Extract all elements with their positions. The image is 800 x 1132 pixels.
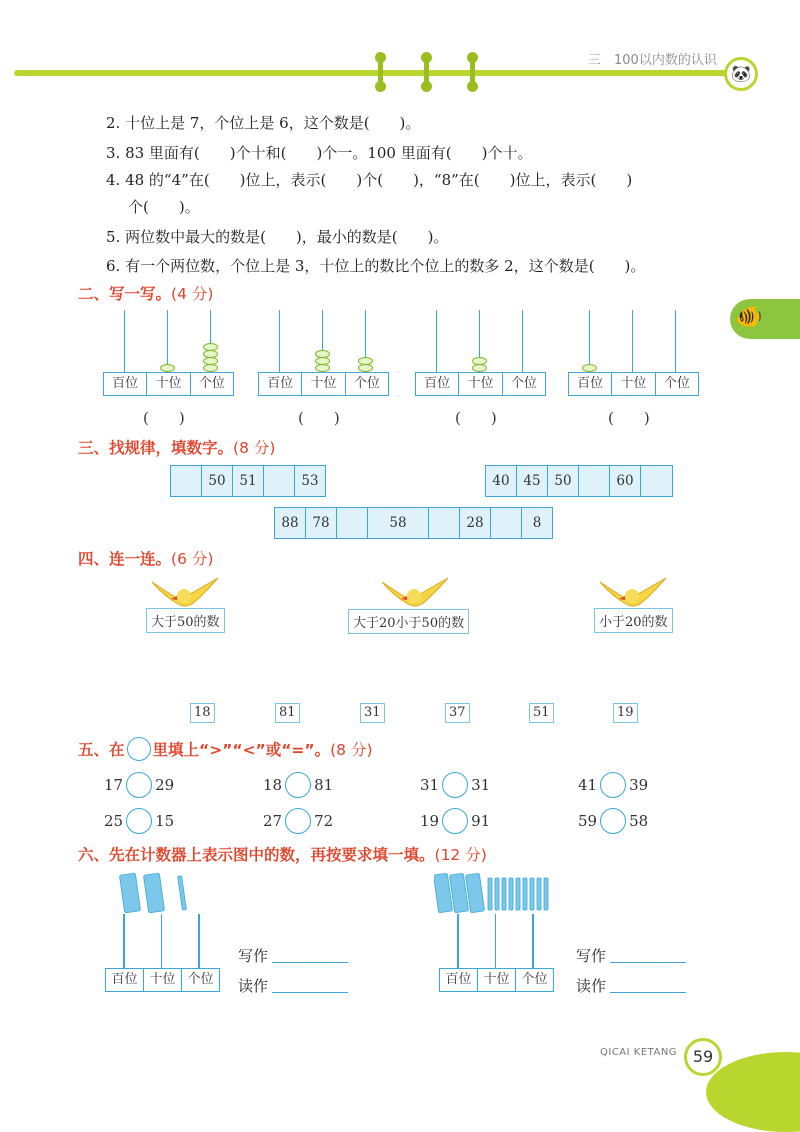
compare-left-number: 19	[420, 812, 440, 830]
bird-icon	[380, 574, 450, 614]
abacus-bead	[160, 364, 175, 372]
number-strip-b	[485, 465, 673, 497]
compare-left-number: 17	[104, 776, 124, 794]
compare-circle[interactable]	[442, 808, 468, 834]
abacus-bead	[315, 350, 330, 358]
link-number[interactable]: 51	[529, 703, 554, 723]
compare-circle[interactable]	[600, 808, 626, 834]
read-answer-line[interactable]	[272, 992, 348, 993]
write-answer-line[interactable]	[610, 962, 686, 963]
place-value-label: 十位	[144, 969, 182, 991]
place-value-label: 百位	[104, 373, 147, 395]
compare-right-number: 81	[314, 776, 334, 794]
compare-left-number: 59	[578, 812, 598, 830]
compare-right-number: 58	[629, 812, 649, 830]
comparison-item	[420, 772, 490, 798]
strip-cell: 50	[548, 466, 579, 496]
compare-circle[interactable]	[442, 772, 468, 798]
header-pin-icon	[470, 58, 475, 86]
place-value-box	[415, 372, 546, 396]
answer-paren[interactable]: ( )	[298, 409, 340, 427]
place-value-label: 个位	[663, 376, 690, 391]
compare-right-number: 72	[314, 812, 334, 830]
place-value-label: 十位	[302, 373, 345, 395]
answer-paren[interactable]: ( )	[143, 409, 185, 427]
strip-cell: 45	[517, 466, 548, 496]
place-value-label: 百位	[416, 373, 459, 395]
place-value-label: 个位	[521, 972, 548, 987]
answer-paren[interactable]: ( )	[608, 409, 650, 427]
section-4-title: 四、连一连。(6 分)	[78, 550, 214, 568]
place-value-label: 百位	[259, 373, 302, 395]
bird-label-20-50[interactable]: 大于20小于50的数	[348, 609, 469, 634]
abacus-bead	[315, 357, 330, 365]
strip-cell: 28	[460, 508, 491, 538]
place-value-label: 百位	[440, 969, 478, 991]
abacus-rod	[522, 310, 524, 372]
strip-cell[interactable]	[579, 466, 610, 496]
abacus-rod[interactable]	[198, 914, 200, 968]
fish-icon: 🐠	[735, 305, 763, 330]
strip-cell: 50	[202, 466, 233, 496]
compare-right-number: 31	[471, 776, 491, 794]
abacus-bead	[358, 357, 373, 365]
compare-right-number: 39	[629, 776, 649, 794]
abacus-rod[interactable]	[123, 914, 125, 968]
compare-right-number: 15	[155, 812, 175, 830]
abacus-bead	[315, 364, 330, 372]
strip-cell: 40	[486, 466, 517, 496]
number-strip-c	[274, 507, 553, 539]
question-5: 5. 两位数中最大的数是( )，最小的数是( )。	[106, 228, 449, 246]
place-value-label: 十位	[147, 373, 190, 395]
abacus-rod	[589, 310, 591, 372]
place-value-label: 个位	[198, 376, 225, 391]
write-answer-line[interactable]	[272, 962, 348, 963]
question-6: 6. 有一个两位数，个位上是 3，十位上的数比个位上的数多 2，这个数是( )。	[106, 257, 646, 275]
strip-cell: 58	[368, 508, 429, 538]
strip-cell[interactable]	[337, 508, 368, 538]
compare-circle[interactable]	[285, 808, 311, 834]
strip-cell[interactable]	[429, 508, 460, 538]
abacus-bead	[203, 364, 218, 372]
compare-circle[interactable]	[126, 772, 152, 798]
compare-circle[interactable]	[285, 772, 311, 798]
compare-left-number: 31	[420, 776, 440, 794]
strip-cell[interactable]	[491, 508, 522, 538]
place-value-label: 个位	[510, 376, 537, 391]
place-value-box	[103, 372, 234, 396]
compare-circle[interactable]	[600, 772, 626, 798]
comparison-item	[104, 808, 174, 834]
header-pin-icon	[424, 58, 429, 86]
abacus-bead	[203, 357, 218, 365]
compare-left-number: 41	[578, 776, 598, 794]
comparison-item	[263, 772, 333, 798]
question-3: 3. 83 里面有( )个十和( )个一。100 里面有( )个十。	[106, 144, 533, 162]
read-answer-line[interactable]	[610, 992, 686, 993]
place-value-box	[105, 968, 220, 992]
place-value-label: 十位	[612, 373, 655, 395]
write-label: 写作	[576, 947, 607, 965]
strip-cell: 60	[610, 466, 641, 496]
strip-cell: 78	[306, 508, 337, 538]
link-number[interactable]: 31	[360, 703, 385, 723]
place-value-label: 个位	[353, 376, 380, 391]
compare-left-number: 27	[263, 812, 283, 830]
question-4: 4. 48 的“4”在( )位上，表示( )个( )，“8”在( )位上，表示( )	[106, 171, 633, 189]
abacus-bead	[203, 350, 218, 358]
section-2-title: 二、写一写。(4 分)	[78, 285, 214, 303]
abacus-rod	[167, 310, 169, 372]
compare-left-number: 18	[263, 776, 283, 794]
link-number[interactable]: 19	[613, 703, 638, 723]
compare-circle[interactable]	[126, 808, 152, 834]
comparison-item	[578, 772, 648, 798]
abacus-rod[interactable]	[161, 914, 163, 968]
header-pin-icon	[378, 58, 383, 86]
comparison-item	[578, 808, 648, 834]
abacus-rod	[632, 310, 634, 372]
write-label: 写作	[238, 947, 269, 965]
abacus-rod	[675, 310, 677, 372]
strip-cell: 88	[275, 508, 306, 538]
compare-right-number: 29	[155, 776, 175, 794]
stick-bundle-icon	[118, 870, 198, 914]
mascot-icon: 🐼	[724, 57, 758, 91]
place-value-box	[568, 372, 699, 396]
compare-left-number: 25	[104, 812, 124, 830]
answer-paren[interactable]: ( )	[455, 409, 497, 427]
link-number[interactable]: 18	[190, 703, 215, 723]
question-2: 2. 十位上是 7，个位上是 6，这个数是( )。	[106, 114, 421, 132]
strip-cell[interactable]	[171, 466, 202, 496]
abacus-bead	[358, 364, 373, 372]
abacus-bead	[472, 364, 487, 372]
footer-brand: QICAI KETANG	[600, 1047, 678, 1058]
section-3-title: 三、找规律，填数字。(8 分)	[78, 439, 276, 457]
abacus-rod[interactable]	[532, 914, 534, 968]
abacus-rod	[436, 310, 438, 372]
place-value-label: 百位	[106, 969, 144, 991]
place-value-label: 十位	[459, 373, 502, 395]
place-value-label: 百位	[569, 373, 612, 395]
circle-icon	[127, 737, 151, 761]
stick-bundle-icon	[434, 870, 564, 914]
strip-cell: 8	[532, 515, 542, 531]
header-rule	[14, 70, 730, 76]
strip-cell[interactable]	[641, 466, 671, 496]
bird-label-gt50[interactable]: 大于50的数	[146, 608, 225, 633]
chapter-title: 三 100以内数的认识	[588, 53, 717, 68]
abacus-rod[interactable]	[495, 914, 497, 968]
section-6-title: 六、先在计数器上表示图中的数，再按要求填一填。(12 分)	[78, 846, 487, 864]
abacus-rod	[124, 310, 126, 372]
number-strip-a	[170, 465, 326, 497]
abacus-bead	[472, 357, 487, 365]
link-number[interactable]: 37	[445, 703, 470, 723]
compare-right-number: 91	[471, 812, 491, 830]
abacus-bead	[582, 364, 597, 372]
abacus-rod	[279, 310, 281, 372]
abacus-bead	[203, 343, 218, 351]
abacus-rod[interactable]	[457, 914, 459, 968]
strip-cell[interactable]	[264, 466, 295, 496]
read-label: 读作	[576, 977, 607, 995]
place-value-label: 个位	[187, 972, 214, 987]
comparison-item	[263, 808, 333, 834]
question-4-cont: 个( )。	[128, 198, 200, 216]
place-value-box	[439, 968, 554, 992]
read-label: 读作	[238, 977, 269, 995]
section-5-title: 五、在 里填上“>”“<”或“=”。 (8 分)	[78, 737, 373, 761]
strip-cell: 53	[301, 473, 319, 489]
bird-label-lt20[interactable]: 小于20的数	[594, 608, 673, 633]
comparison-item	[420, 808, 490, 834]
page-number: 59	[684, 1038, 722, 1076]
strip-cell: 51	[233, 466, 264, 496]
place-value-box	[258, 372, 389, 396]
comparison-item	[104, 772, 174, 798]
place-value-label: 十位	[478, 969, 516, 991]
link-number[interactable]: 81	[275, 703, 300, 723]
